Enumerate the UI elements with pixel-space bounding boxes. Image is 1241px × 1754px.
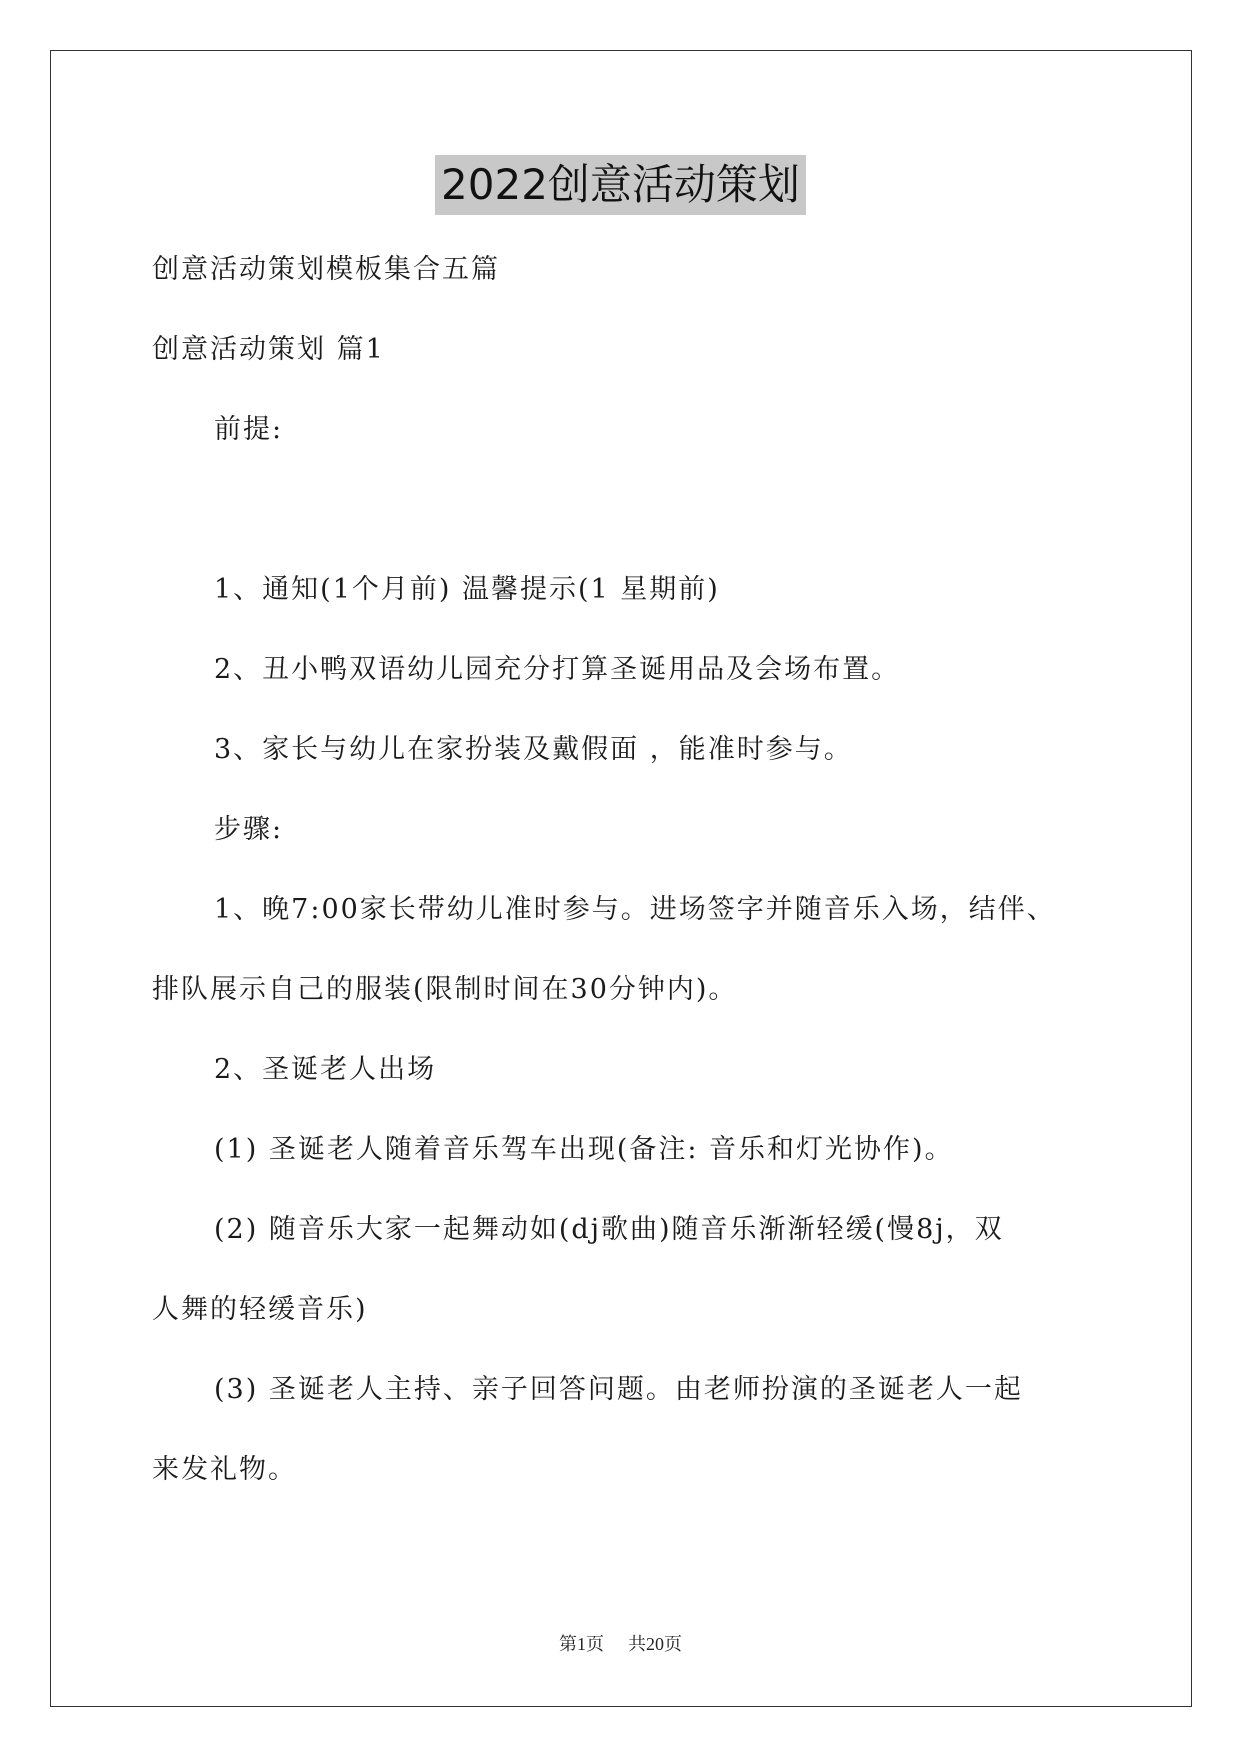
paragraph-substep-3: (3) 圣诞老人主持、亲子回答问题。由老师扮演的圣诞老人一起	[214, 1374, 1023, 1405]
paragraph-substep-1: (1) 圣诞老人随着音乐驾车出现(备注: 音乐和灯光协作)。	[214, 1134, 954, 1165]
blank-gap	[152, 470, 1094, 550]
paragraph-substep-2: (2) 随音乐大家一起舞动如(dj歌曲)随音乐渐渐轻缓(慢8j，双	[214, 1214, 1004, 1245]
section-heading: 创意活动策划 篇1	[152, 334, 385, 365]
paragraph-item-3: 3、家长与幼儿在家扮装及戴假面 ，能准时参与。	[214, 734, 853, 765]
paragraph-step-1-cont: 排队展示自己的服装(限制时间在30分钟内)。	[152, 974, 738, 1005]
document-body	[152, 230, 1094, 1510]
paragraph-item-1: 1、通知(1个月前) 温馨提示(1 星期前)	[214, 574, 720, 605]
page-footer	[0, 1630, 1241, 1656]
paragraph-steps-label: 步骤:	[214, 814, 284, 845]
page-number-current: 第1页	[559, 1634, 604, 1654]
paragraph-step-2: 2、圣诞老人出场	[214, 1054, 437, 1085]
paragraph-step-1: 1、晚7:00家长带幼儿准时参与。进场签字并随音乐入场，结伴、	[214, 894, 1056, 925]
paragraph-item-2: 2、丑小鸭双语幼儿园充分打算圣诞用品及会场布置。	[214, 654, 901, 685]
paragraph-substep-3-cont: 来发礼物。	[152, 1454, 297, 1485]
title-container	[0, 155, 1241, 215]
subtitle-line: 创意活动策划模板集合五篇	[152, 254, 500, 285]
paragraph-premise-label: 前提:	[214, 414, 284, 445]
paragraph-substep-2-cont: 人舞的轻缓音乐)	[152, 1294, 368, 1325]
document-title: 2022创意活动策划	[435, 155, 806, 215]
page-number-total: 共20页	[628, 1634, 682, 1654]
